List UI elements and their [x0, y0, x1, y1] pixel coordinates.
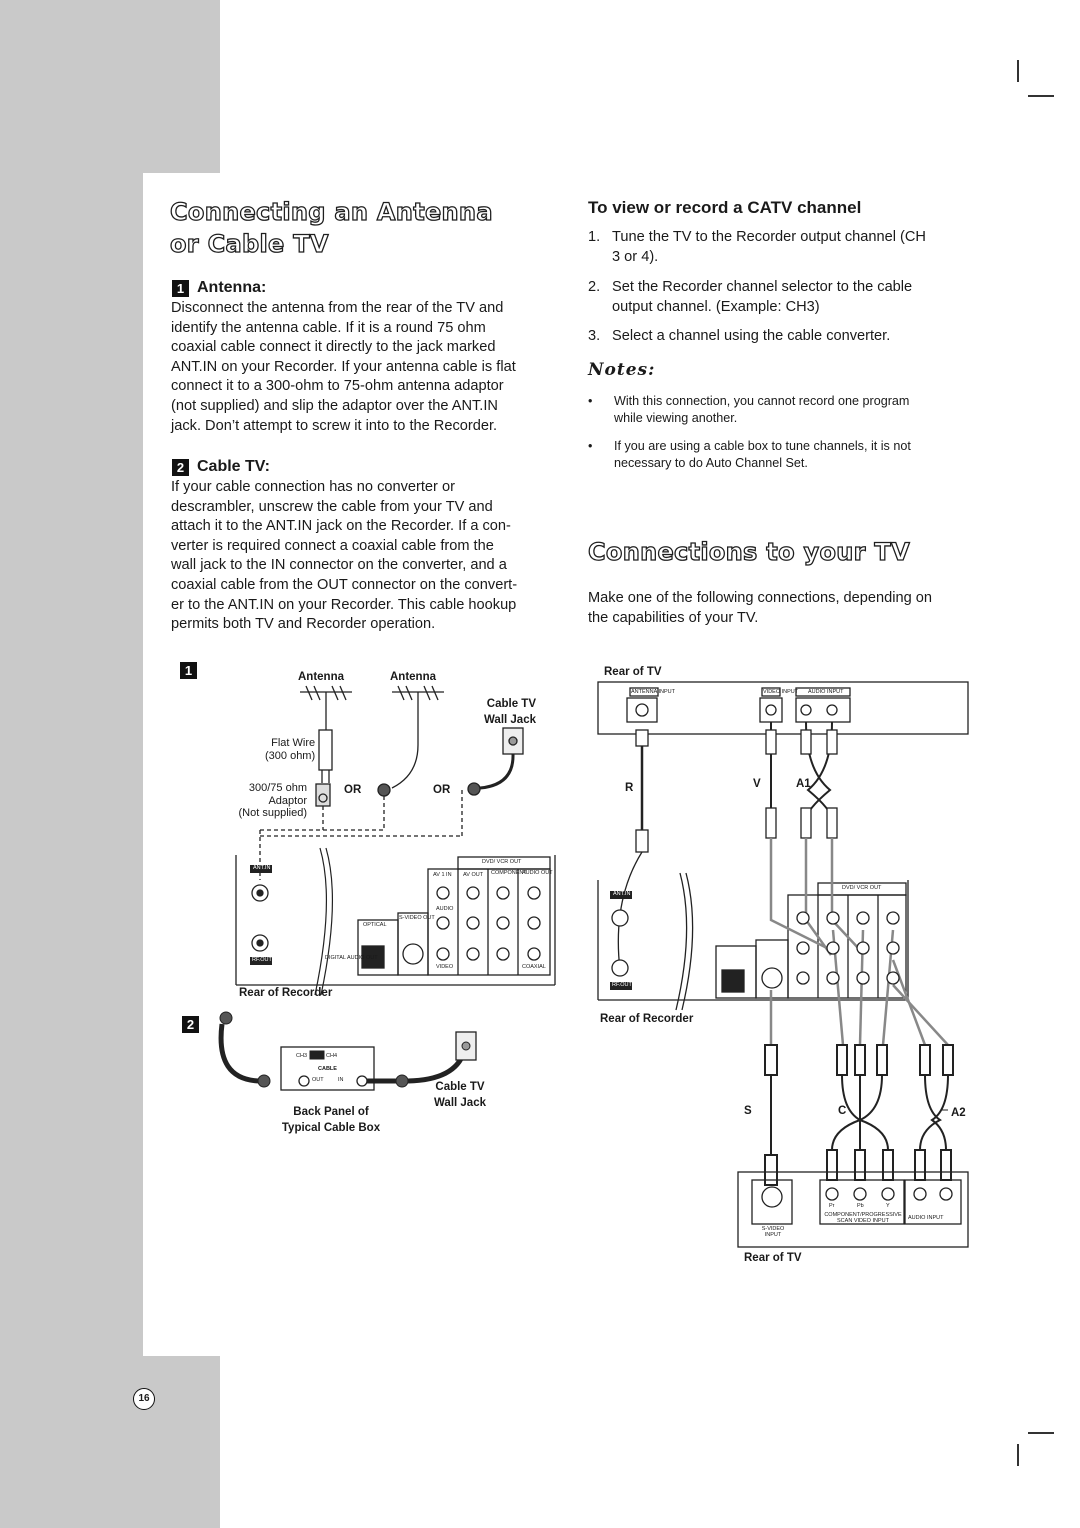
ant-in-label: ANT.IN	[613, 891, 631, 897]
antenna-input-label: ANTENNA INPUT	[631, 689, 676, 695]
title-line: or Cable TV	[170, 230, 329, 258]
text-line: (Not supplied)	[238, 807, 307, 819]
av1-in-label: AV 1 IN	[433, 872, 452, 878]
page-margin-top-left	[0, 0, 220, 173]
cable-wall-jack-label-2	[434, 1079, 486, 1111]
text-line: 300/75 ohm	[248, 782, 307, 794]
text-line: If you are using a cable box to tune channels, it is not	[614, 439, 911, 453]
page-margin-bottom-left	[0, 1356, 220, 1528]
section-title-antenna	[170, 196, 493, 260]
out-label: OUT	[312, 1077, 324, 1083]
pb-label: Pb	[857, 1203, 864, 1209]
text-line: (300 ohm)	[265, 750, 316, 762]
notes-title: Notes:	[588, 360, 656, 380]
text-line: Back Panel of	[293, 1106, 369, 1118]
audio-input-label: AUDIO INPUT	[808, 689, 844, 695]
catv-step	[588, 278, 912, 317]
text-line: Set the Recorder channel selector to the cable	[612, 279, 913, 295]
section-title-connections: Connections to your TV	[588, 538, 910, 566]
text-line: (not supplied) and slip the adaptor over the ANT.IN	[171, 397, 498, 414]
crop-mark	[1017, 1444, 1019, 1466]
number-badge: 1	[172, 280, 189, 297]
digital-audio-out-label: DIGITAL AUDIO OUT	[325, 955, 378, 961]
text-line: descrambler, unscrew the cable from your TV and	[171, 498, 493, 515]
page-number: 16	[133, 1388, 155, 1410]
crop-mark	[1017, 60, 1019, 82]
note-item	[588, 438, 911, 472]
title-line: Connecting an Antenna	[170, 198, 493, 226]
text-line: Adaptor	[268, 794, 307, 807]
step-number: 1.	[588, 229, 601, 245]
svideo-input-label: S-VIDEO INPUT	[761, 1226, 785, 1238]
pr-label: Pr	[829, 1203, 835, 1209]
a2-cable-label: A2	[951, 1107, 966, 1119]
note-item	[588, 393, 909, 427]
text-line: verter is required connect a coaxial cable from the	[171, 537, 494, 554]
video-label: VIDEO	[436, 964, 454, 970]
rf-out-label: RF.OUT	[252, 957, 272, 963]
number-badge: 2	[182, 1016, 199, 1033]
text-line: the capabilities of your TV.	[588, 609, 759, 626]
text-line: attach it to the ANT.IN jack on the Recorder. If a con-	[171, 518, 511, 535]
text-line: Cable TV	[435, 1081, 485, 1093]
text-line: Cable TV	[486, 698, 536, 710]
optical-label: OPTICAL	[363, 922, 387, 928]
bullet: •	[588, 394, 593, 408]
cable-label: CABLE	[318, 1066, 337, 1072]
audio-input-label-2: AUDIO INPUT	[908, 1215, 944, 1221]
dvd-vcr-out-label: DVD/ VCR OUT	[842, 885, 882, 891]
text-line: output channel. (Example: CH3)	[612, 298, 820, 315]
a1-cable-label: A1	[796, 778, 811, 790]
text-line: coaxial cable connect it directly to the jack marked	[171, 339, 496, 356]
rear-of-tv-label: Rear of TV	[604, 666, 662, 678]
text-line: wall jack to the IN connector on the converter, and a	[171, 557, 507, 574]
r-cable-label: R	[625, 782, 634, 794]
text-line: identify the antenna cable. If it is a round 75 ohm	[171, 319, 486, 336]
text-line: With this connection, you cannot record one program	[614, 394, 910, 408]
text-line: Wall Jack	[484, 714, 536, 726]
text-line: Wall Jack	[434, 1097, 486, 1109]
bullet: •	[588, 439, 593, 453]
component-label: COMPONENT	[491, 870, 527, 876]
text-line: Disconnect the antenna from the rear of the TV and	[171, 300, 504, 316]
catv-step	[588, 228, 926, 267]
crop-mark	[1028, 1432, 1054, 1434]
svideo-out-label: S-VIDEO OUT	[399, 915, 435, 921]
subheading-label: Antenna:	[197, 279, 267, 296]
rear-of-recorder-label: Rear of Recorder	[600, 1013, 694, 1025]
text-line: Select a channel using the cable converter.	[612, 328, 891, 344]
audio-label: AUDIO	[436, 906, 454, 912]
text-line: If your cable connection has no converter or	[171, 479, 455, 495]
rf-out-label: RF.OUT	[612, 982, 632, 988]
catv-step	[588, 327, 890, 347]
ch3-label: CH3	[296, 1053, 308, 1059]
text-line: 3 or 4).	[612, 248, 659, 265]
v-cable-label: V	[753, 778, 761, 790]
text-line: jack. Don’t attempt to screw it into to the Recorder.	[171, 417, 498, 434]
dvd-vcr-out-label: DVD/ VCR OUT	[482, 859, 522, 865]
page-margin-left	[0, 173, 143, 1356]
antenna-label: Antenna	[390, 671, 436, 683]
video-input-label: VIDEO INPUT	[763, 689, 799, 695]
connections-intro	[588, 589, 932, 628]
text-line: connect it to a 300-ohm to 75-ohm antenna adaptor	[171, 378, 504, 395]
number-badge: 2	[172, 459, 189, 476]
rear-of-tv-label: Rear of TV	[744, 1252, 802, 1264]
left-antenna-diagram	[143, 660, 580, 1360]
c-cable-label: C	[838, 1105, 847, 1117]
text-line: Tune the TV to the Recorder output channel (CH	[612, 229, 926, 245]
coaxial-label: COAXIAL	[522, 964, 546, 970]
antenna-subheading	[172, 279, 266, 297]
in-label: IN	[338, 1077, 344, 1083]
text-line: ANT.IN on your Recorder. If your antenna cable is flat	[171, 358, 516, 375]
y-label: Y	[886, 1203, 890, 1209]
antenna-paragraph	[171, 299, 516, 436]
crop-mark	[1028, 95, 1054, 97]
component-input-label: COMPONENT/PROGRESSIVE SCAN VIDEO INPUT	[824, 1212, 902, 1224]
step-number: 2.	[588, 279, 601, 295]
or-label: OR	[344, 784, 362, 796]
av-out-label: AV OUT	[463, 872, 484, 878]
number-badge: 1	[180, 662, 197, 679]
text-line: Typical Cable Box	[281, 1122, 381, 1134]
text-line: while viewing another.	[614, 411, 738, 425]
ant-in-label: ANT.IN	[253, 865, 271, 871]
back-panel-label	[272, 1104, 390, 1136]
text-line: Flat Wire	[271, 737, 316, 749]
audio-out-label: AUDIO OUT	[522, 870, 553, 876]
step-number: 3.	[588, 328, 601, 344]
s-cable-label: S	[744, 1105, 752, 1117]
catv-heading: To view or record a CATV channel	[588, 198, 862, 217]
cable-tv-subheading	[172, 458, 270, 476]
rear-of-recorder-label: Rear of Recorder	[239, 987, 333, 999]
text-line: permits both TV and Recorder operation.	[171, 616, 436, 633]
ch4-label: CH4	[326, 1053, 338, 1059]
or-label: OR	[433, 784, 451, 796]
text-line: er to the ANT.IN on your Recorder. This cable hookup	[171, 596, 517, 613]
cable-tv-paragraph	[171, 478, 517, 635]
antenna-label: Antenna	[298, 671, 344, 683]
text-line: Make one of the following connections, depending on	[588, 590, 933, 606]
text-line: necessary to do Auto Channel Set.	[614, 456, 808, 470]
text-line: coaxial cable from the OUT connector on the convert-	[171, 576, 518, 593]
right-tv-diagram	[590, 660, 980, 1260]
subheading-label: Cable TV:	[197, 458, 270, 475]
